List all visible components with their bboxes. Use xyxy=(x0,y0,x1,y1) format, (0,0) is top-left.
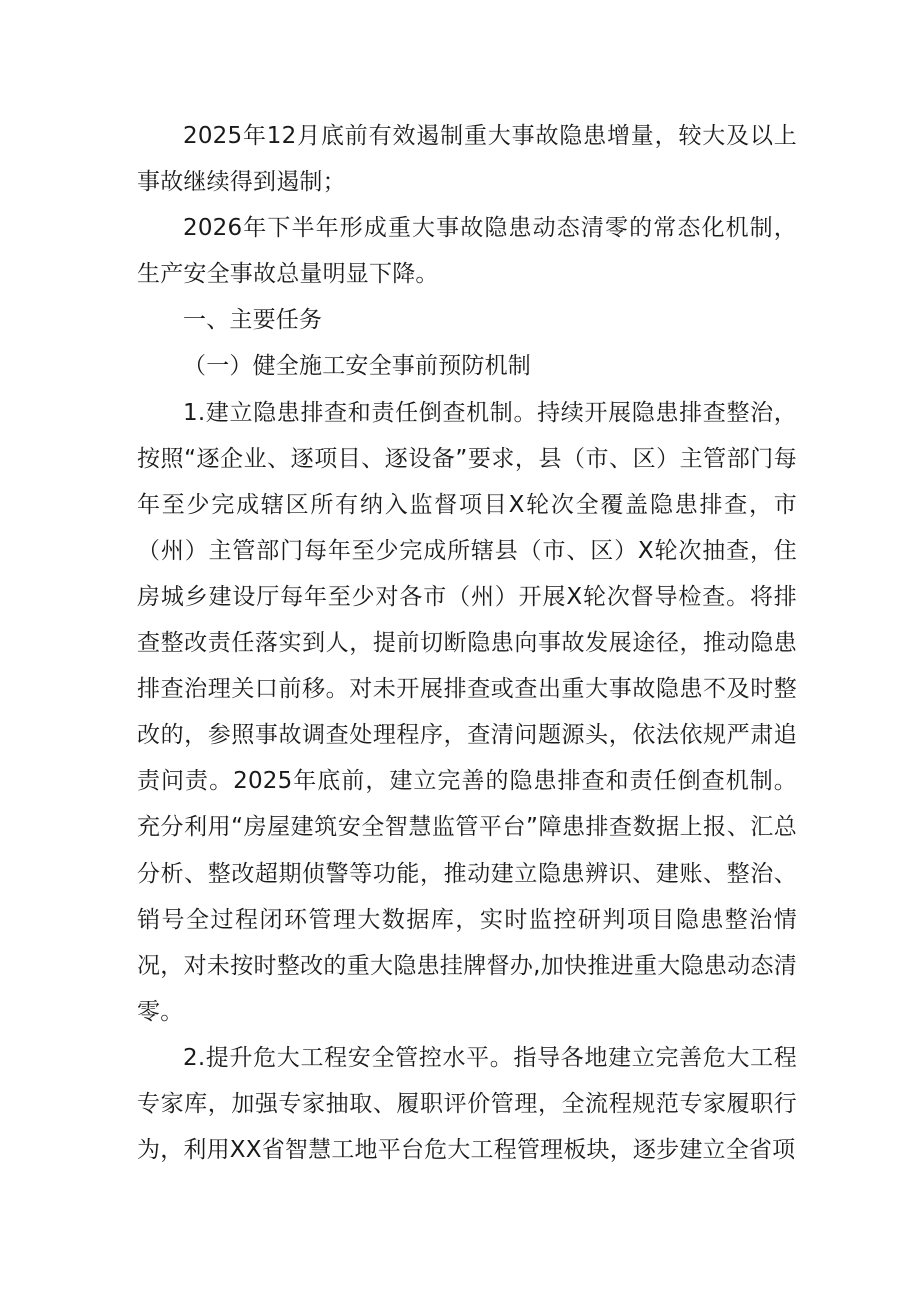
section-heading: 一、主要任务 xyxy=(183,307,323,334)
document-body xyxy=(137,113,797,1173)
subsection-heading: （一）健全施工安全事前预防机制 xyxy=(183,353,531,380)
paragraph-goal-2025: 2025年12月底前有效遏制重大事故隐患增量，较大及以上事故继续得到遏制； xyxy=(137,123,797,196)
task-item-1: 1.建立隐患排查和责任倒查机制。持续开展隐患排查整治，按照“逐企业、逐项目、逐设备”要求，县（市、区）主管部门每年至少完成辖区所有纳入监督项目X轮次全覆盖隐患排查，市（州）主管部门每年至少完成所辖县（市、区）X轮次抽查，住房城乡建设厅每年至少对各市（州）开展X轮次督导检查。将排查整改责任落实到人，提前切断隐患向事故发展途径，推动隐患排查治理关口前移。对未开展排查或查出重大事故隐患不及时整改的，参照事故调查处理程序，查清问题源头，依法依规严肃追责问责。2025年底前，建立完善的隐患排查和责任倒查机制。充分利用“房屋建筑安全智慧监管平台”障患排查数据上报、汇总分析、整改超期侦警等功能，推动建立隐患辨识、建账、整治、销号全过程闭环管理大数据库，实时监控研判项目隐患整治情况，对未按时整改的重大隐患挂牌督办,加快推进重大隐患动态清零。 xyxy=(137,399,797,1025)
paragraph-goal-2026: 2026年下半年形成重大事故隐患动态清零的常态化机制，生产安全事故总量明显下降。 xyxy=(137,215,797,288)
task-item-2: 2.提升危大工程安全管控水平。指导各地建立完善危大工程专家库，加强专家抽取、履职评价管理，全流程规范专家履职行为，利用XX省智慧工地平台危大工程管理板块，逐步建立全省项 xyxy=(137,1044,797,1164)
